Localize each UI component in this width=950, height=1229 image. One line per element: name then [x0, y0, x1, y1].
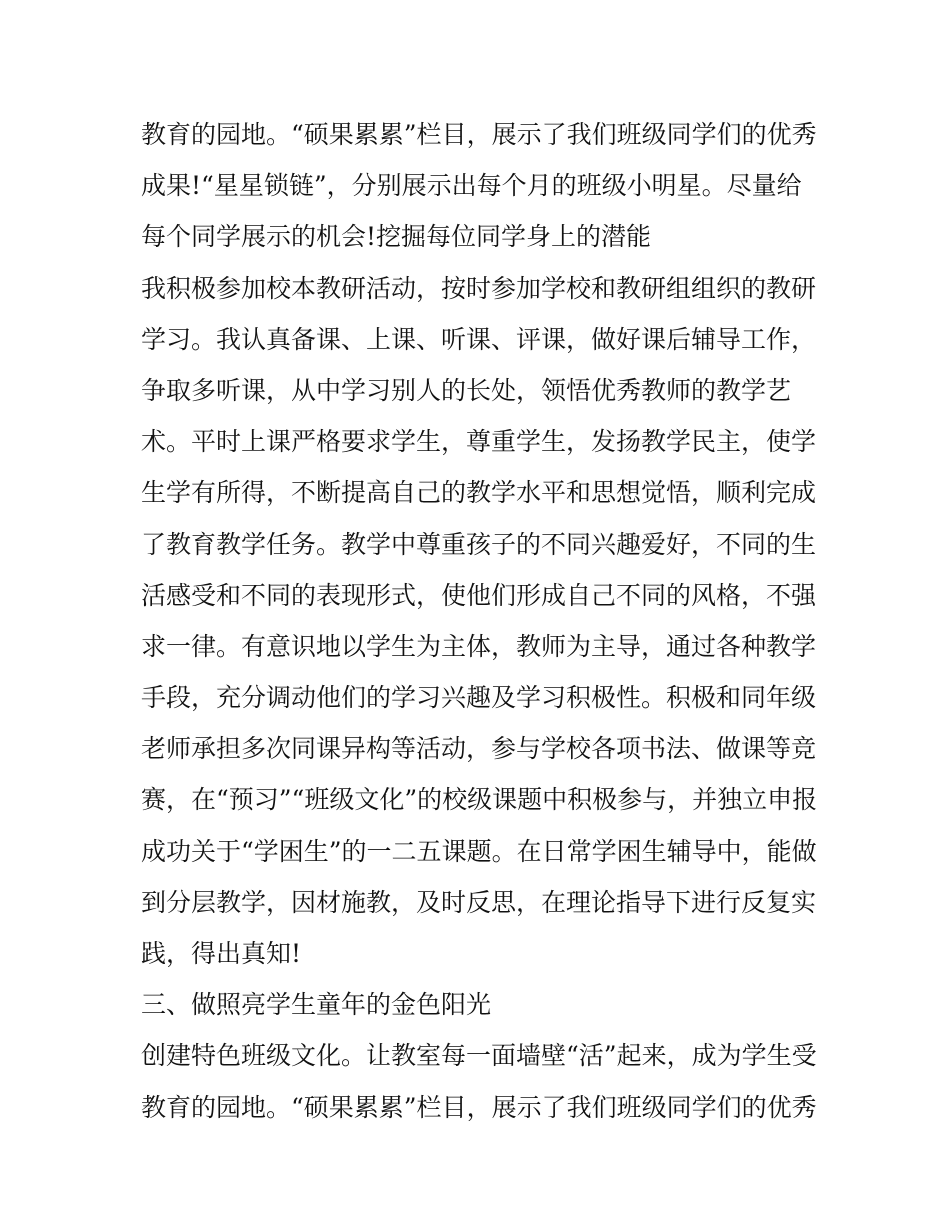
text-line: 赛，在“预习”“班级文化”的校级课题中积极参与，并独立申报: [141, 785, 818, 815]
text-line: 老师承担多次同课异构等活动，参与学校各项书法、做课等竞: [141, 734, 817, 764]
text-line: 教育的园地。“硕果累累”栏目，展示了我们班级同学们的优秀: [141, 120, 817, 149]
text-line: 每个同学展示的机会!挖掘每位同学身上的潜能: [141, 222, 652, 252]
text-line: 了教育教学任务。教学中尊重孩子的不同兴趣爱好，不同的生: [141, 529, 817, 559]
text-line: 活感受和不同的表现形式，使他们形成自己不同的风格，不强: [141, 580, 817, 610]
text-line: 成功关于“学困生”的一二五课题。在日常学困生辅导中，能做: [141, 836, 817, 866]
text-line: 术。平时上课严格要求学生，尊重学生，发扬教学民主，使学: [141, 427, 817, 457]
text-line: 学习。我认真备课、上课、听课、评课，做好课后辅导工作，: [141, 324, 817, 354]
text-line: 争取多听课，从中学习别人的长处，领悟优秀教师的教学艺: [141, 375, 792, 405]
text-line: 求一律。有意识地以学生为主体，教师为主导，通过各种教学: [141, 631, 817, 661]
text-line: 到分层教学，因材施教，及时反思，在理论指导下进行反复实: [141, 887, 817, 917]
text-line: 创建特色班级文化。让教室每一面墙壁“活”起来，成为学生受: [141, 1041, 817, 1071]
section-heading: 三、做照亮学生童年的金色阳光: [141, 990, 492, 1020]
text-line: 教育的园地。“硕果累累”栏目，展示了我们班级同学们的优秀: [141, 1092, 817, 1122]
text-line: 成果!“星星锁链”，分别展示出每个月的班级小明星。尽量给: [141, 171, 802, 201]
text-line: 我积极参加校本教研活动，按时参加学校和教研组组织的教研: [141, 273, 817, 303]
text-line: 生学有所得，不断提高自己的教学水平和思想觉悟，顺利完成: [141, 478, 817, 508]
text-line: 手段，充分调动他们的学习兴趣及学习积极性。积极和同年级: [141, 683, 817, 713]
text-line: 践，得出真知!: [141, 939, 302, 968]
body-text: [141, 109, 821, 1133]
